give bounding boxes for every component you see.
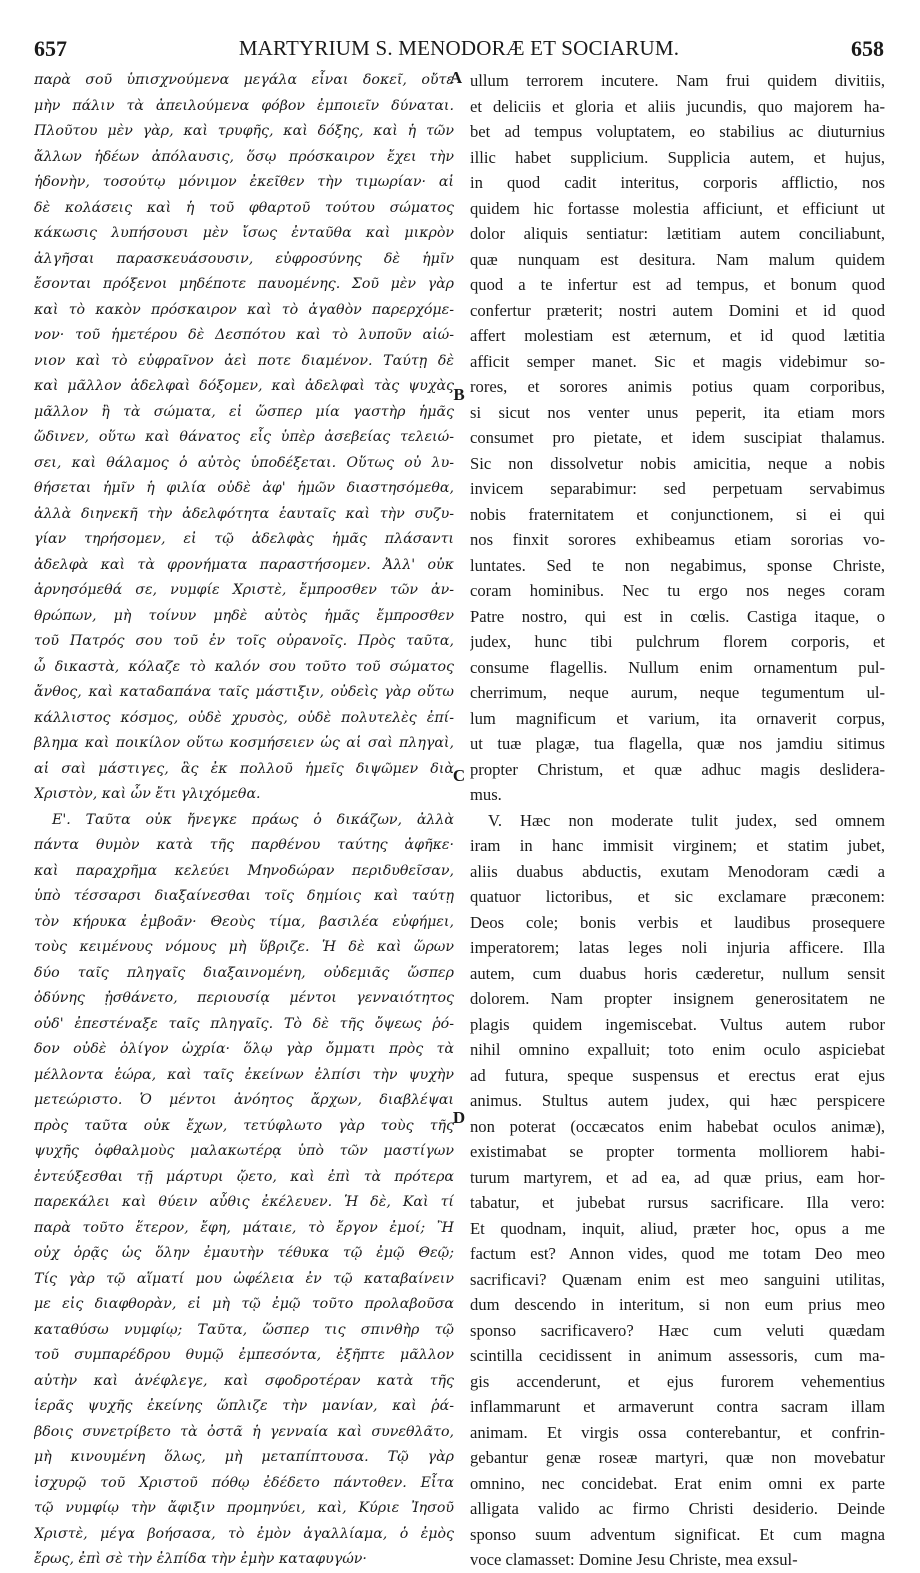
greek-text-line: παρεκάλει καὶ θύειν αὖθις ἐκέλευεν. Ἡ δὲ, Καὶ τί [34,1194,454,1210]
latin-text-line: dum descendo in interitum, si non eum prius meo [470,1295,885,1314]
greek-text-line: ἀδελφὰ καὶ τὰ φρονήματα παραστήσομεν. Ἀλλ' οὐκ [34,556,454,573]
latin-text-line: nos finxit sorores exhibeamus etiam sororias vo- [470,530,885,549]
latin-text-line: sacrificavi? Quænam enim est meo sanguini utilitas, [470,1269,885,1289]
greek-text-line: βδοις συνετρίβετο τὰ ὀστᾶ ἡ γενναία καὶ συνεθλᾶτο, [34,1423,454,1440]
greek-text-line: πάντα θυμὸν κατὰ τῆς παρθένου ταύτης ἀφῆκε· [34,837,454,853]
latin-text-line: confertur præterit; nostri autem Domini et id quod [470,300,885,320]
greek-text-line: ἡδονὴν, τοσούτῳ μόνιμον ἐκεῖθεν τὴν τιμωρίαν· αἱ [34,174,454,190]
greek-text-line: μετεώριστο. Ὁ μέντοι ἀνόητος ἄρχων, διαβλέψαι [34,1092,454,1108]
greek-text-line: τοὺς κειμένους νόμους μὴ ὕβριζε. Ἡ δὲ καὶ ὥρων [34,939,454,955]
latin-text-line: autem, cum duabus horis cæderetur, nullum sensit [470,963,885,983]
latin-text-line: iram in hanc immisit virginem; et statim jubet, [470,836,885,855]
greek-text-line: μᾶλλον ἢ τὰ σώματα, εἰ ὥσπερ μία γαστὴρ ἡμᾶς [34,403,454,420]
latin-text-line: ad futura, speque suspensus et erectus erat ejus [470,1065,885,1085]
latin-text-line: sponso suum adventum significat. Et cum magna [470,1524,885,1544]
greek-text-line: καὶ τὸ κακὸν πρόσκαιρον καὶ τὸ ἀγαθὸν παρερχόμε- [34,301,454,318]
latin-text-line: imperatorem; latas leges noli injuria afficere. Illa [470,938,885,957]
greek-text-line: ἄνθος, καὶ καταδαπάνα ταῖς μάστιξιν, οὐδεὶς γὰρ οὕτω [34,684,454,700]
margin-marker-a: A [449,68,463,87]
greek-text-line: οὐδ' ἐπεστέναξε ταῖς πληγαῖς. Τὸ δὲ τῆς ὄψεως ῥό- [34,1015,454,1032]
greek-text-line: δὲ κολάσεις καὶ ἡ τοῦ φθαρτοῦ τούτου σώματος [34,199,454,216]
greek-text-line: τῷ νυμφίῳ τὴν ἄφιξιν προμηνύει, καὶ, Κύριε Ἰησοῦ [34,1500,454,1516]
greek-text-line: Χριστὸν, καὶ ὧν ἔτι γλιχόμεθα. [34,786,261,802]
greek-text-line: νιον καὶ τὸ εὐφραῖνον ἀεὶ ποτε διαμένον. Ταύτῃ δὲ [34,352,454,369]
latin-text-line: afficit semper manet. Sic et magis videbimur so- [470,351,885,371]
greek-text-line: με εἰς διαφθορὰν, εἰ μὴ τῷ ἐμῷ τοῦτο προλαβοῦσα [34,1296,454,1312]
latin-text-line: V. Hæc non moderate tulit judex, sed omnem [488,810,885,830]
greek-text-line: σει, καὶ θάλαμος ὁ αὐτὸς ὑποδέξεται. Οὕτως οὐ λυ- [34,454,454,471]
latin-column [470,68,885,1573]
greek-text-line: Ε'. Ταῦτα οὐκ ἤνεγκε πράως ὁ δικάζων, ἀλλὰ [52,811,454,828]
greek-text-line: δύο ταῖς πληγαῖς διαξαινομένη, οὐδεμιᾶς ὥσπερ [34,964,454,981]
greek-text-line: μὴ κινουμένη ὅλως, μὴ μεταπίπτουσα. Τῷ γὰρ [34,1449,454,1465]
greek-text-line: πρὸς ταῦτα οὐκ ἔχων, τετύφλωτο γὰρ τοὺς τῆς [34,1117,454,1134]
greek-text-line: ψυχῆς ὀφθαλμοὺς μαλακωτέρᾳ ὑπὸ τῶν μαστίγων [34,1143,454,1159]
latin-text-line: Patre nostro, qui est in cœlis. Castiga itaque, o [470,606,885,626]
greek-text-line: θρώπων, μὴ τοίνυν μηδὲ αὐτὸς ἡμᾶς ἔμπροσθεν [34,607,454,624]
page-number-right: 658 [851,36,884,61]
latin-text-line: cherrimum, neque aurum, neque tegumentum ul- [470,683,885,702]
margin-marker-b: B [453,385,465,404]
greek-text-line: ὀδύνης ᾐσθάνετο, περιουσίᾳ μέντοι γενναιότητος [34,990,454,1006]
latin-text-line: voce clamasset: Domine Jesu Christe, mea exsul- [470,1550,798,1569]
greek-text-line: ἀρνησόμεθά σε, νυμφίε Χριστὲ, ἔμπροσθεν τῶν ἀν- [34,582,454,598]
page-number-left: 657 [34,36,67,61]
latin-text-line: aliis duabus abductis, exutam Menodoram cædi a [470,861,885,881]
greek-text-line: Πλοῦτου μὲν γὰρ, καὶ τρυφῆς, καὶ δόξης, καὶ ἡ τῶν [34,123,454,139]
latin-text-line: sponso sacrificavero? Hæc cum veluti quædam [470,1320,885,1340]
latin-text-line: consume flagellis. Nullum enim ornamentum pul- [470,657,885,677]
latin-text-line: quidem hic fortasse molestia afficiunt, et efficiunt ut [470,198,885,218]
latin-text-line: gebantur genæ roseæ martyri, quæ non movebatur [470,1448,885,1467]
greek-text-line: ἔρως, ἐπὶ σὲ τὴν ἐλπίδα τὴν ἐμὴν καταφυγών· [34,1551,367,1567]
latin-text-line: consumet pro pietate, et idem suscipiat thalamus. [470,428,885,447]
latin-text-line: quæ nunquam est desitura. Nam malum quidem [470,249,885,269]
greek-text-line: ὤδινεν, οὕτω καὶ θάνατος εἷς ὑπὲρ ἀσεβείας τελειώ- [34,429,454,445]
greek-text-line: Τίς γὰρ τῷ αἵματί μου ὠφέλεια ἐν τῷ καταβαίνειν [34,1270,454,1287]
greek-text-line: ἱερᾶς ψυχῆς ἐκείνης ὥπλιζε τὴν μανίαν, καὶ ῥά- [34,1398,454,1414]
latin-text-line: omnino, nec concidebat. Erat enim omni ex parte [470,1473,885,1493]
latin-text-line: dolor aliquis sentiatur: lætitiam autem conciliabunt, [470,224,885,243]
latin-text-line: luntates. Sed te non negabimus, sponse Christe, [470,555,885,575]
greek-text-line: οὐχ ὁρᾷς ὡς ὅλην ἐμαυτὴν τέθυκα τῷ ἐμῷ Θεῷ; [34,1245,454,1261]
latin-text-line: lum magnificum et varium, ita ornaverit corpus, [470,708,885,728]
greek-text-line: μὴν πάλιν τὰ ἀπειλούμενα φόβον ἐμποιεῖν δύναται. [34,97,454,114]
greek-text-line: μέλλοντα ἑώρα, καὶ ταῖς ἐκείνων ἐλπίσι τὴν ψυχὴν [34,1066,454,1083]
latin-text-line: coram hominibus. Nec tu ergo nos neges coram [470,581,885,600]
latin-text-line: mus. [470,785,502,804]
latin-text-line: Sic non dissolvetur nobis amicitia, neque a nobis [470,453,885,473]
latin-text-line: affert molestiam est æternum, et id quod lætitia [470,326,885,345]
greek-text-line: ἀλλὰ διηνεκῆ τὴν ἀδελφότητα ἑαυταῖς καὶ τὴν συζυ- [34,505,454,522]
greek-text-line: ἔσονται πρόξενοι μηδέποτε παυομένης. Σοῦ μὲν γὰρ [34,276,454,292]
latin-text-line: plagis quidem ingemiscebat. Vultus autem rubor [470,1014,885,1034]
latin-text-line: nobis fraternitatem et conjunctionem, si ei qui [470,504,885,524]
latin-text-line: gis accenderunt, et ejus furorem vehementius [470,1371,885,1391]
latin-text-line: scintilla cecidissent in animum assessoris, cum ma- [470,1346,885,1365]
greek-text-line: αὐτὴν καὶ ἀνέφλεγε, καὶ σφοδροτέραν κατὰ τῆς [34,1372,454,1389]
latin-text-line: illic habet supplicium. Supplicia autem, et hujus, [470,147,885,167]
greek-text-line: ἀλγῆσαι παρασκευάσουσιν, εὐφροσύνης δὲ ἡμῖν [34,250,454,267]
greek-text-line: Χριστὲ, μέγα βοήσασα, τὸ ἐμὸν ἀγαλλίαμα, ὁ ἐμὸς [34,1525,454,1542]
greek-text-line: τὸν κήρυκα ἐμβοᾶν· Θεοὺς τίμα, βασιλέα εὐφήμει, [34,913,454,930]
greek-text-line: τοῦ συμπαρέδρου θυμῷ ἐμπεσόντα, ἐξῆπτε μᾶλλον [34,1347,454,1363]
latin-text-line: in quod cadit interitus, corporis afflictio, nos [470,173,885,192]
greek-text-line: γίαν τηρήσομεν, εἰ τῷ ἀδελφὰς ἡμᾶς πλάσαντι [34,531,454,547]
latin-text-line: nihil omnino expalluit; toto enim oculo aspiciebat [470,1040,885,1059]
latin-text-line: rores, et sorores animis potius quam corporibus, [470,377,885,396]
latin-text-line: si sicut nos venter unus peperit, ita etiam mors [470,402,885,422]
greek-text-line: καὶ παραχρῆμα κελεύει Μηνοδώραν περιδυθεῖσαν, [34,862,454,879]
latin-text-line: ut tuæ plagæ, tua flagella, quæ nos jamdiu sitimus [470,734,885,753]
running-header [34,36,884,70]
latin-text-line: tabatur, et jubebat rursus sacrificare. Illa vero: [470,1193,885,1212]
greek-text-line: καὶ μᾶλλον ἀδελφαὶ δόξομεν, καὶ ἀδελφαὶ τὰς ψυχὰς [34,378,454,394]
latin-text-line: quatuor lictoribus, et sic exclamare præconem: [470,887,885,906]
latin-text-line: bet ad tempus voluptatem, eo stabilius ac diuturnius [470,122,885,141]
greek-text-line: ὑπὸ τέσσαρσι διαξαίνεσθαι τοῖς δημίοις καὶ ταύτῃ [34,888,454,904]
latin-text-line: judex, hunc tibi pulchrum florem corporis, et [470,632,885,651]
greek-text-line: κάλλιστος κόσμος, οὐδὲ χρυσὸς, οὐδὲ πολυτελὲς ἐπί- [34,709,454,726]
greek-text-line: κάκωσις λυπήσουσι μὲν ἴσως ἐνταῦθα καὶ μικρὸν [34,225,454,241]
latin-text-line: animus. Stultus autem judex, qui hæc perspicere [470,1091,885,1110]
greek-text-line: θήσεται ἡμῖν ἡ φιλία οὐδὲ ἀφ' ἡμῶν διαστησόμεθα, [34,480,454,496]
greek-text-line: αἱ σαὶ μάστιγες, ἃς ἐκ πολλοῦ ἡμεῖς διψῶμεν διὰ [34,760,454,777]
latin-text-line: propter Christum, et quæ adhuc magis deslidera- [470,759,885,779]
latin-text-line: Deos cole; bonis verbis et laudibus prosequere [470,912,885,932]
margin-marker-d: D [452,1108,466,1127]
greek-text-line: παρὰ σοῦ ὑπισχνούμενα μεγάλα εἶναι δοκεῖ, οὔτε [34,72,454,88]
greek-text-line: νον· τοῦ ἡμετέρου δὲ Δεσπότου καὶ τὸ λυποῦν αἰώ- [34,327,454,343]
greek-text-line: παρὰ τοῦτο ἕτερον, ἔφη, μάταιε, τὸ ἔργον ἐμοί; Ἢ [34,1219,454,1236]
latin-text-line: inflammarunt et armaverunt contra sacram illam [470,1397,885,1416]
greek-text-line: ὦ δικαστὰ, κόλαζε τὸ καλόν σου τοῦτο τοῦ σώματος [34,658,454,675]
greek-column [34,68,454,1573]
latin-text-line: quod a te infertur est ad tempus, et bonum quod [470,275,885,294]
latin-text-line: ullum terrorem incutere. Nam frui quidem divitiis, [470,71,885,90]
latin-text-line: non poterat (occæcatos enim habebat oculos animæ), [470,1116,885,1136]
latin-text-line: existimabat se propter tormenta molliorem habi- [470,1142,885,1161]
greek-text-line: βλημα καὶ ποικίλον οὕτω κοσμήσειεν ὡς αἱ σαὶ πληγαὶ, [34,735,454,751]
latin-text-line: dolorem. Nam propter insignem generositatem ne [470,989,885,1008]
latin-text-line: et deliciis et gloria et aliis jucundis, quo majorem ha- [470,96,885,116]
greek-text-line: δον οὐδὲ ὀλίγον ὠχρία· ὅλῳ γὰρ ὄμματι πρὸς τὰ [34,1041,454,1057]
greek-text-line: καταθύσω νυμφίῳ; Ταῦτα, ὥσπερ τις σπινθὴρ τῷ [34,1321,454,1338]
latin-text-line: Et quodnam, inquit, aliud, præter hoc, opus a me [470,1218,885,1238]
running-title: MARTYRIUM S. MENODORÆ ET SOCIARUM. [238,36,680,60]
greek-text-line: ἰσχυρῷ τοῦ Χριστοῦ πόθῳ ἐδέδετο πάντοθεν. Εἶτα [34,1474,454,1491]
latin-text-line: alligata valido ac firmo Christi desiderio. Deinde [470,1499,885,1518]
margin-marker-c: C [452,766,466,785]
latin-text-line: factum est? Annon vides, quod me totam Deo meo [470,1244,885,1263]
greek-text-line: ἐντεύξεσθαι τῇ μάρτυρι ᾤετο, καὶ ἐπὶ τὰ πρότερα [34,1168,454,1185]
greek-text-line: ἄλλων ἡδέων ἀπόλαυσις, ὅσῳ πρόσκαιρον ἔχει τὴν [34,148,454,165]
latin-text-line: invicem separabimur: sed perpetuam servabimus [470,479,885,498]
latin-text-line: animam. Et virgis ossa conterebantur, et confrin- [470,1422,885,1442]
greek-text-line: τοῦ Πατρός σου τοῦ ἐν τοῖς οὐρανοῖς. Πρὸς ταῦτα, [34,633,454,649]
latin-text-line: turum martyrem, et ad ea, ad quæ prius, eam hor- [470,1167,885,1187]
